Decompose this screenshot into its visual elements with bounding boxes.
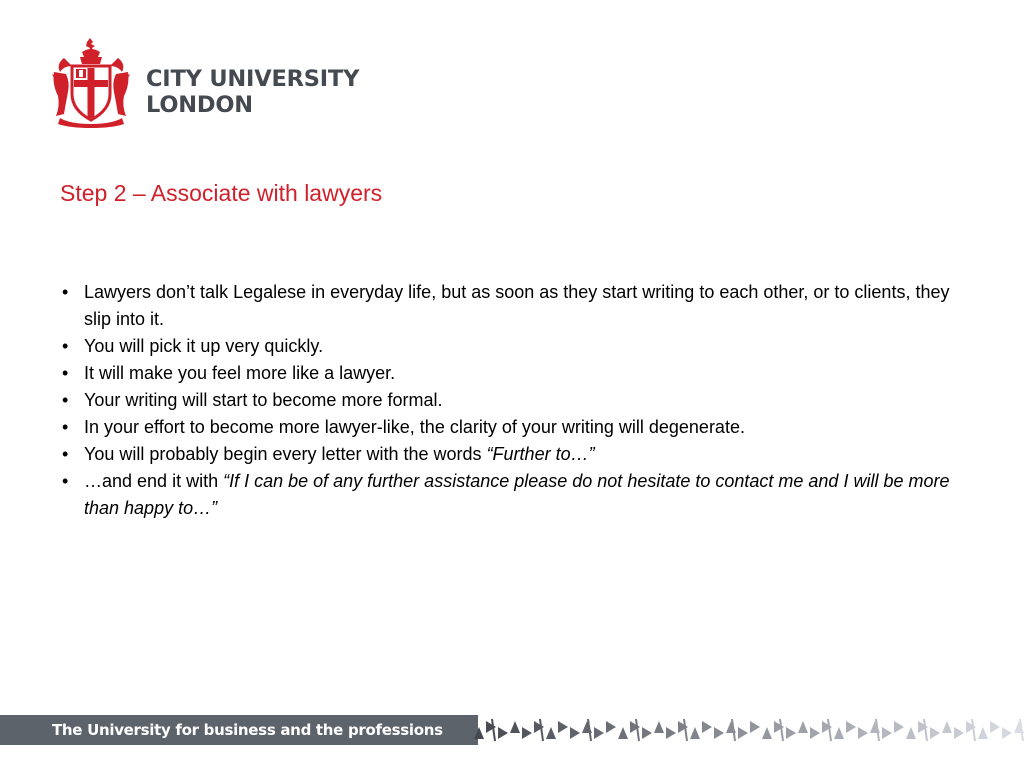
pattern-stroke — [492, 719, 495, 741]
pattern-shape — [834, 727, 844, 739]
bullet-item — [60, 414, 970, 441]
pattern-shape — [570, 727, 580, 739]
university-logo — [50, 38, 380, 130]
slide-title: Step 2 – Associate with lawyers — [60, 180, 383, 206]
pattern-shape — [942, 721, 952, 733]
pattern-shape — [1002, 727, 1012, 739]
pattern-shape — [882, 727, 892, 739]
pattern-shape — [498, 727, 508, 739]
bullet-text: It will make you feel more like a lawyer. — [84, 363, 396, 383]
bullet-italic-text: “If I can be of any further assistance please do not hesitate to contact me and I will be more than happy to…” — [84, 471, 950, 518]
bullet-item — [60, 333, 970, 360]
pattern-shape — [714, 727, 724, 739]
pattern-stroke — [924, 719, 927, 741]
wordmark-line-1: CITY UNIVERSITY — [146, 66, 360, 92]
pattern-shape — [978, 727, 988, 739]
bullet-item — [60, 468, 970, 522]
bullet-text: You will probably begin every letter with the words — [84, 444, 487, 464]
pattern-shape — [858, 727, 868, 739]
bullet-list — [60, 279, 970, 522]
pattern-shape — [522, 727, 532, 739]
pattern-shape — [642, 727, 652, 739]
pattern-shape — [786, 727, 796, 739]
bullet-text: Your writing will start to become more formal. — [84, 390, 443, 410]
bullet-marker: • — [62, 336, 69, 356]
bullet-item — [60, 279, 970, 333]
pattern-shape — [618, 727, 628, 739]
pattern-shape — [750, 721, 760, 733]
wordmark-line-2: LONDON — [146, 92, 253, 118]
bullet-marker: • — [62, 363, 69, 383]
pattern-shape — [846, 721, 856, 733]
pattern-shape — [510, 721, 520, 733]
bullet-marker: • — [62, 282, 69, 302]
pattern-stroke — [780, 719, 783, 741]
pattern-shape — [546, 727, 556, 739]
pattern-shape — [894, 721, 904, 733]
crest-icon — [50, 38, 132, 128]
bullet-marker: • — [62, 417, 69, 437]
bullet-marker: • — [62, 444, 69, 464]
pattern-stroke — [636, 719, 639, 741]
pattern-shape — [798, 721, 808, 733]
pattern-shape — [594, 727, 604, 739]
pattern-shape — [762, 727, 772, 739]
pattern-shape — [990, 721, 1000, 733]
pattern-stroke — [540, 719, 543, 741]
pattern-stroke — [684, 719, 687, 741]
bullet-text: …and end it with — [84, 471, 224, 491]
pattern-shape — [666, 727, 676, 739]
pattern-shape — [930, 727, 940, 739]
bullet-marker: • — [62, 390, 69, 410]
pattern-shape — [906, 727, 916, 739]
footer-tagline: The University for business and the professions — [52, 721, 443, 739]
pattern-shape — [810, 727, 820, 739]
bullet-item — [60, 441, 970, 468]
pattern-shape — [702, 721, 712, 733]
footer-bar — [0, 715, 478, 745]
bullet-text: In your effort to become more lawyer-like, the clarity of your writing will degenerate. — [84, 417, 745, 437]
bullet-italic-text: “Further to…” — [486, 444, 595, 464]
bullet-text: You will pick it up very quickly. — [84, 336, 324, 356]
bullet-text: Lawyers don’t talk Legalese in everyday life, but as soon as they start writing to each other, or to clients, they slip into it. — [84, 282, 950, 329]
bullet-item — [60, 360, 970, 387]
pattern-shape — [474, 727, 484, 739]
pattern-stroke — [972, 719, 975, 741]
pattern-stroke — [828, 719, 831, 741]
pattern-shape — [558, 721, 568, 733]
pattern-shape — [954, 727, 964, 739]
pattern-shape — [654, 721, 664, 733]
footer-decorative-pattern — [470, 715, 1024, 745]
pattern-shape — [690, 727, 700, 739]
pattern-shape — [738, 727, 748, 739]
bullet-item — [60, 387, 970, 414]
pattern-shape — [606, 721, 616, 733]
bullet-marker: • — [62, 471, 69, 491]
footer — [0, 715, 1024, 745]
university-wordmark — [146, 66, 359, 118]
